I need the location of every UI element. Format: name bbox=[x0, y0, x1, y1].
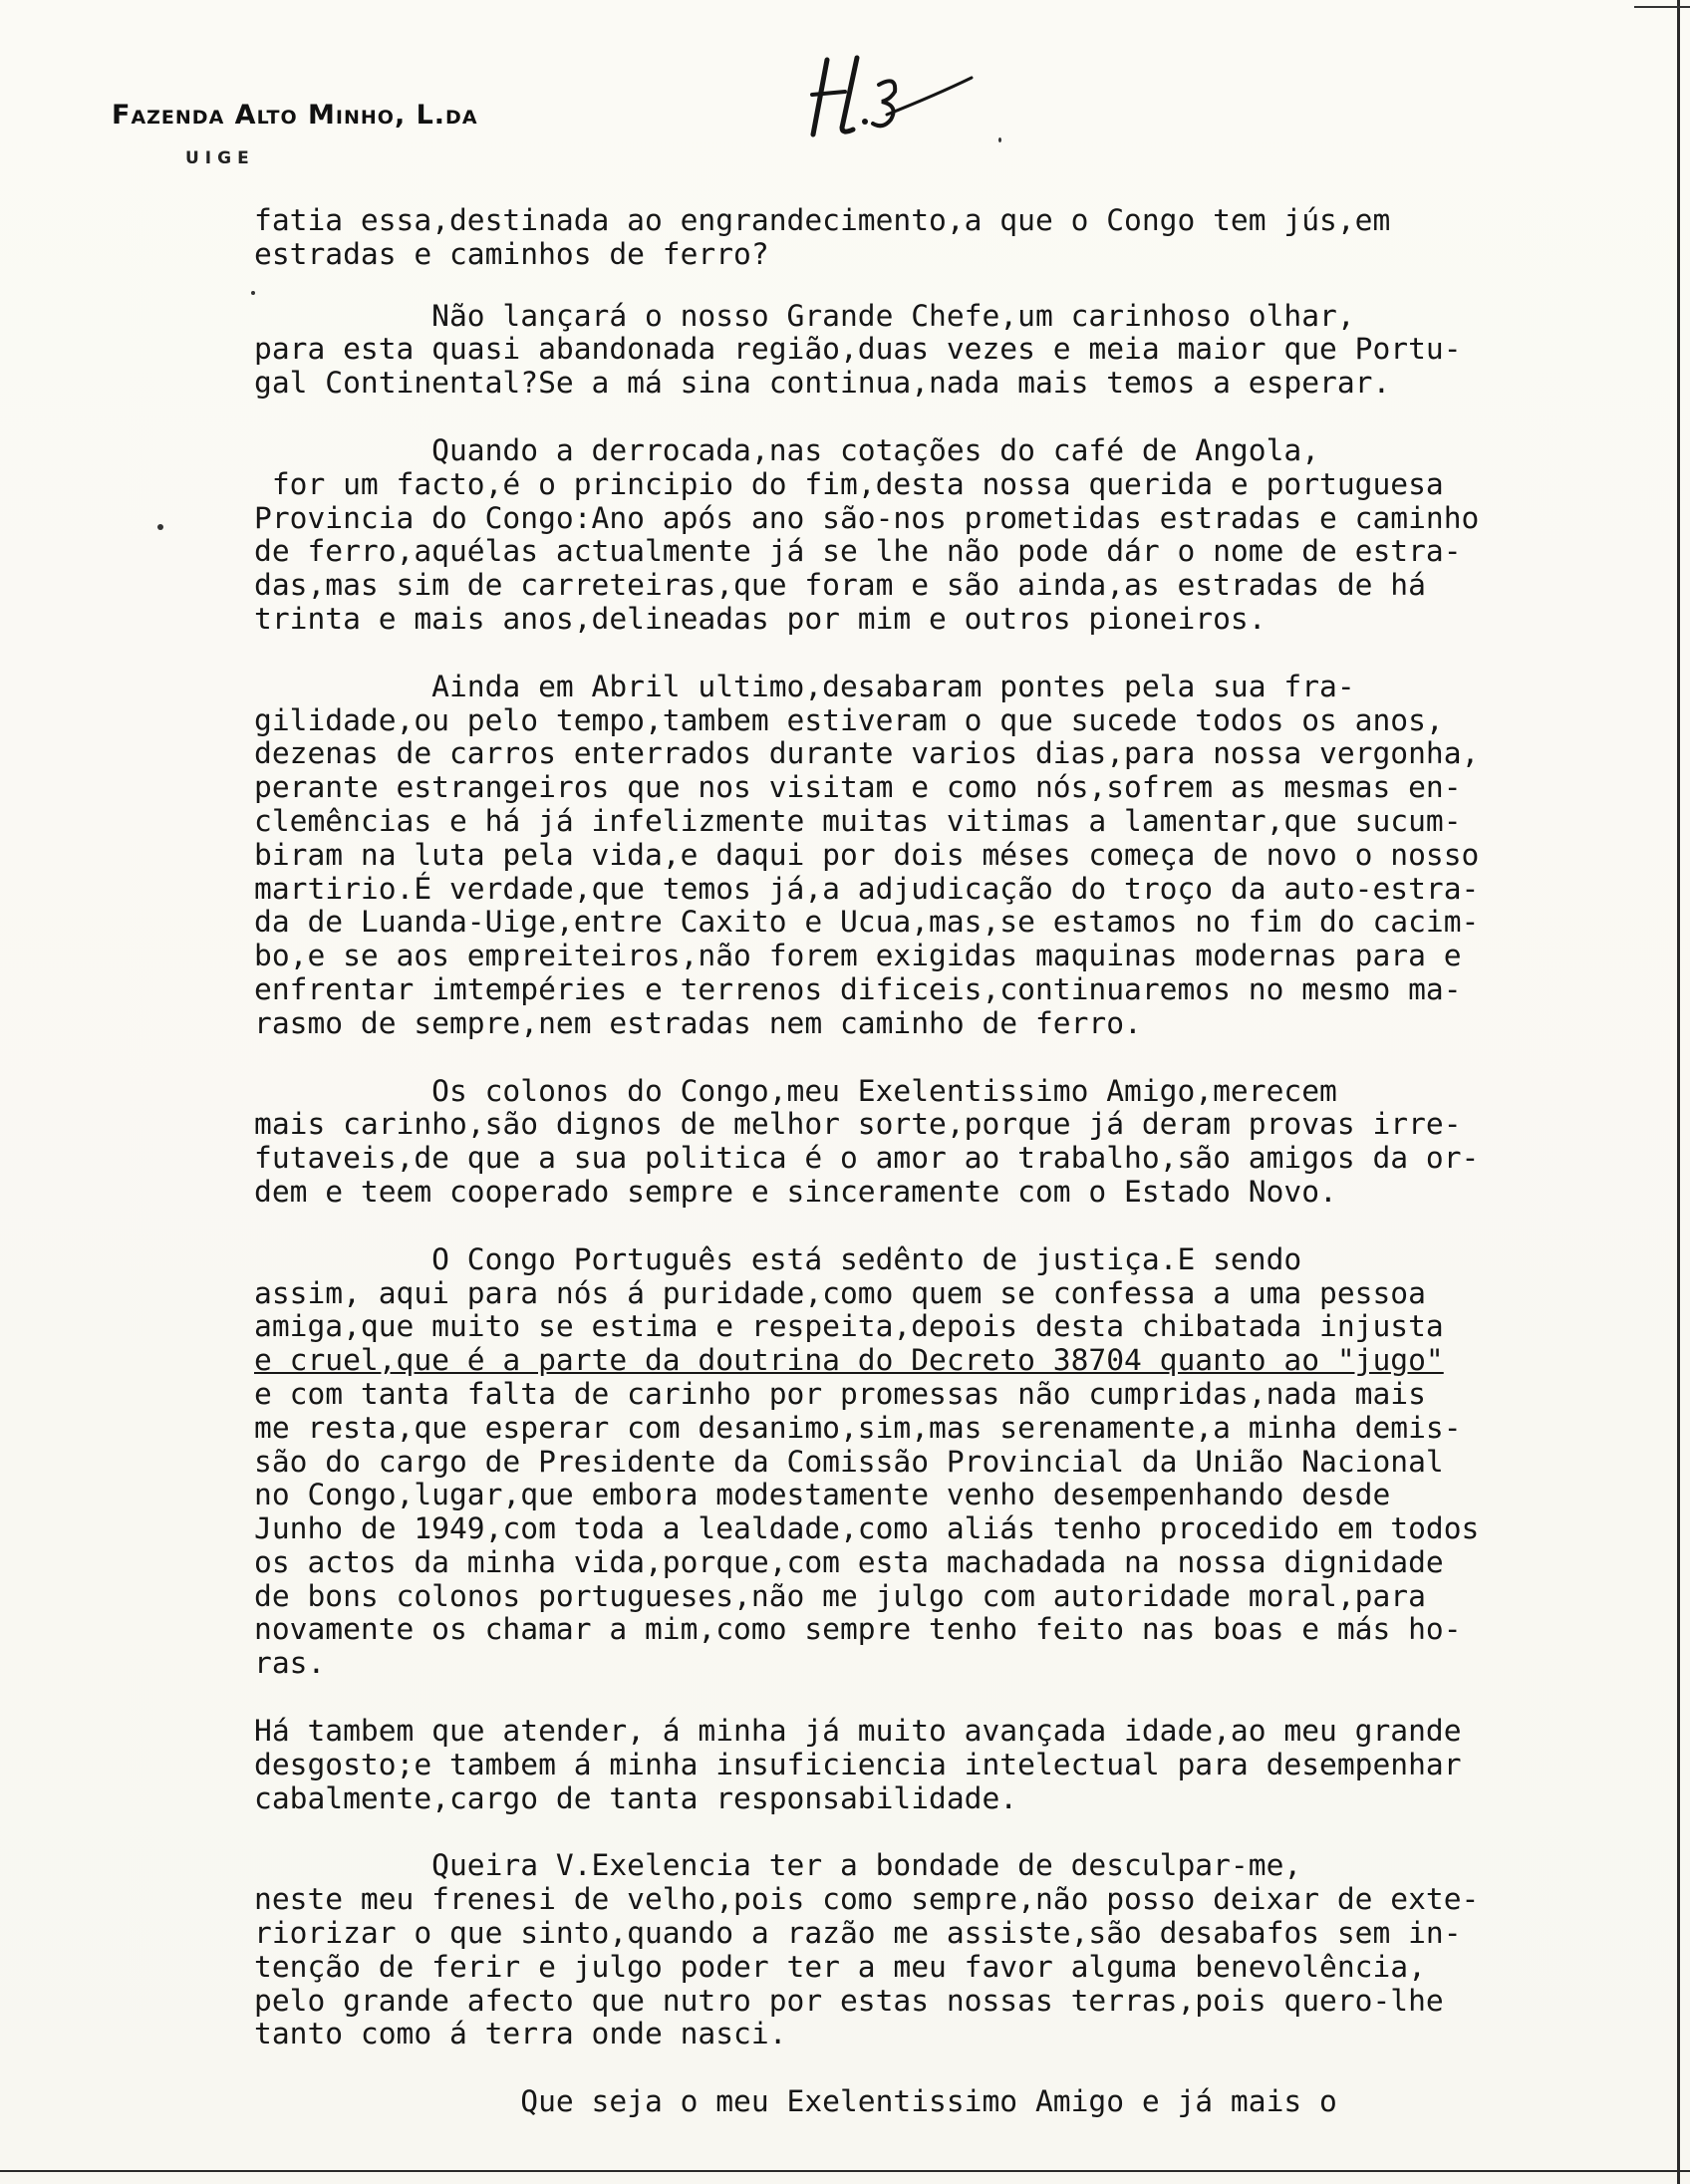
text-line: amiga,que muito se estima e respeita,depois desta chibatada injusta bbox=[254, 1309, 1444, 1344]
paragraph bbox=[254, 300, 1649, 401]
text-line: Que seja o meu Exelentissimo Amigo e já mais o bbox=[254, 2084, 1337, 2119]
text-line: neste meu frenesi de velho,pois como sempre,não posso deixar de exte- bbox=[254, 1882, 1480, 1917]
text-line: mais carinho,são dignos de melhor sorte,porque já deram provas irre- bbox=[254, 1107, 1462, 1142]
text-line: assim, aqui para nós á puridade,como quem se confessa a uma pessoa bbox=[254, 1275, 1426, 1310]
text-line: novamente os chamar a mim,como sempre tenho feito nas boas e más ho- bbox=[254, 1612, 1462, 1647]
text-line: gilidade,ou pelo tempo,tambem estiveram o que sucede todos os anos, bbox=[254, 702, 1444, 737]
text-line: Quando a derrocada,nas cotações do café de Angola, bbox=[254, 432, 1320, 467]
text-line: de ferro,aquélas actualmente já se lhe não pode dár o nome de estra- bbox=[254, 534, 1462, 569]
text-line: são do cargo de Presidente da Comissão Provincial da União Nacional bbox=[254, 1444, 1444, 1479]
text-line: e com tanta falta de carinho por promessas não cumpridas,nada mais bbox=[254, 1376, 1426, 1411]
paragraph bbox=[254, 1243, 1649, 1681]
ink-speck bbox=[157, 524, 163, 530]
text-line: martirio.É verdade,que temos já,a adjudicação do troço da auto-estra- bbox=[254, 871, 1480, 906]
text-line: trinta e mais anos,delineadas por mim e outros pioneiros. bbox=[254, 601, 1267, 636]
text-line: enfrentar imtempéries e terrenos dificeis,continuaremos no mesmo ma- bbox=[254, 971, 1462, 1006]
paragraph bbox=[254, 434, 1649, 637]
text-line: riorizar o que sinto,quando a razão me assiste,são desabafos sem in- bbox=[254, 1916, 1462, 1951]
text-line: Não lançará o nosso Grande Chefe,um carinhoso olhar, bbox=[254, 298, 1355, 333]
letter-body bbox=[254, 204, 1649, 2119]
letterhead-company: Fazenda Alto Minho, L.da bbox=[112, 100, 478, 131]
text-line: dem e teem cooperado sempre e sinceramente com o Estado Novo. bbox=[254, 1174, 1337, 1209]
text-line: Os colonos do Congo,meu Exelentissimo Amigo,merecem bbox=[254, 1073, 1337, 1108]
paragraph bbox=[254, 1715, 1649, 1815]
text-line: tanto como á terra onde nasci. bbox=[254, 2017, 787, 2051]
page-edge-line bbox=[1677, 0, 1680, 2184]
text-line: rasmo de sempre,nem estradas nem caminho de ferro. bbox=[254, 1005, 1142, 1040]
text-line: tenção de ferir e julgo poder ter a meu favor alguma benevolência, bbox=[254, 1949, 1426, 1984]
letterhead-town: UIGE bbox=[185, 148, 255, 168]
text-line: O Congo Português está sedênto de justiça.E sendo bbox=[254, 1241, 1302, 1276]
paragraph bbox=[254, 1075, 1649, 1210]
ink-speck bbox=[998, 137, 1001, 142]
text-line: pelo grande afecto que nutro por estas nossas terras,pois quero-lhe bbox=[254, 1983, 1444, 2018]
text-line: Queira V.Exelencia ter a bondade de desculpar-me, bbox=[254, 1848, 1302, 1883]
text-line: me resta,que esperar com desanimo,sim,mas serenamente,a minha demis- bbox=[254, 1410, 1462, 1445]
text-line: ras. bbox=[254, 1646, 326, 1681]
text-line: fatia essa,destinada ao engrandecimento,a que o Congo tem jús,em bbox=[254, 203, 1391, 237]
text-line: para esta quasi abandonada região,duas vezes e meia maior que Portu- bbox=[254, 332, 1462, 367]
text-line: clemências e há já infelizmente muitas vitimas a lamentar,que sucum- bbox=[254, 803, 1462, 838]
text-line: Provincia do Congo:Ano após ano são-nos prometidas estradas e caminho bbox=[254, 500, 1480, 535]
text-line: Há tambem que atender, á minha já muito avançada idade,ao meu grande bbox=[254, 1714, 1462, 1749]
text-line: biram na luta pela vida,e daqui por dois méses começa de novo o nosso bbox=[254, 837, 1480, 872]
text-line: Junho de 1949,com toda a lealdade,como aliás tenho procedido em todos bbox=[254, 1511, 1480, 1546]
ink-speck bbox=[251, 291, 255, 295]
paragraph bbox=[254, 204, 1649, 272]
text-line: de bons colonos portugueses,não me julgo com autoridade moral,para bbox=[254, 1578, 1426, 1613]
text-line: dezenas de carros enterrados durante varios dias,para nossa vergonha, bbox=[254, 736, 1480, 771]
paragraph bbox=[254, 2085, 1649, 2119]
paragraph bbox=[254, 671, 1649, 1041]
text-line-underlined: e cruel,que é a parte da doutrina do Decreto 38704 quanto ao "jugo" bbox=[254, 1343, 1444, 1378]
text-line: no Congo,lugar,que embora modestamente venho desempenhando desde bbox=[254, 1478, 1391, 1512]
text-line: bo,e se aos empreiteiros,não forem exigidas maquinas modernas para e bbox=[254, 939, 1462, 973]
text-line: os actos da minha vida,porque,com esta machadada na nossa dignidade bbox=[254, 1544, 1444, 1579]
text-line: das,mas sim de carreteiras,que foram e são ainda,as estradas de há bbox=[254, 568, 1426, 603]
text-line: cabalmente,cargo de tanta responsabilidade. bbox=[254, 1780, 1018, 1815]
text-line: gal Continental?Se a má sina continua,nada mais temos a esperar. bbox=[254, 366, 1391, 401]
text-line: da de Luanda-Uige,entre Caxito e Ucua,mas,se estamos no fim do cacim- bbox=[254, 905, 1480, 940]
handwritten-page-mark bbox=[787, 40, 986, 149]
text-line: perante estrangeiros que nos visitam e como nós,sofrem as mesmas en- bbox=[254, 770, 1462, 805]
text-line: estradas e caminhos de ferro? bbox=[254, 236, 769, 271]
page-bottom-edge bbox=[0, 2170, 1690, 2172]
text-line: futaveis,de que a sua politica é o amor ao trabalho,são amigos da or- bbox=[254, 1141, 1480, 1176]
page-corner-line bbox=[1634, 6, 1690, 8]
text-line: Ainda em Abril ultimo,desabaram pontes pela sua fra- bbox=[254, 669, 1355, 703]
text-line: desgosto;e tambem á minha insuficiencia intelectual para desempenhar bbox=[254, 1747, 1462, 1781]
text-line: for um facto,é o principio do fim,desta nossa querida e portuguesa bbox=[254, 466, 1444, 501]
paragraph bbox=[254, 1849, 1649, 2051]
